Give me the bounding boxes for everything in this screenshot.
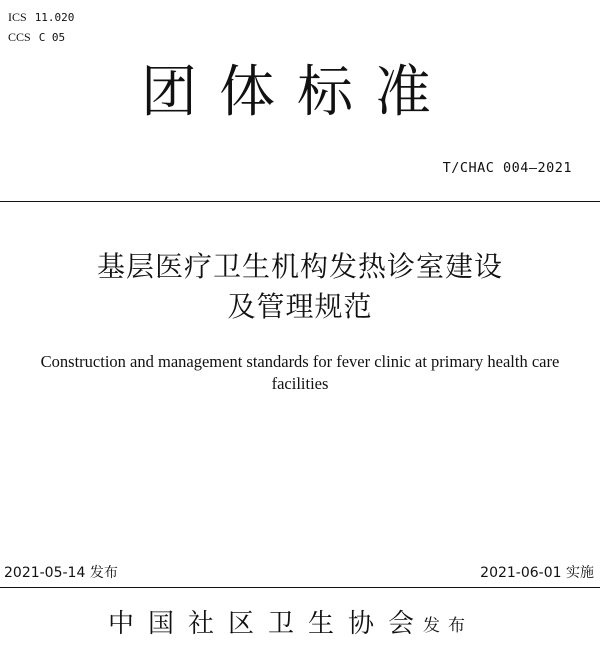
title-zh-line-1: 基层医疗卫生机构发热诊室建设 bbox=[96, 250, 503, 283]
title-en-line-1: Construction and management standards for fever clinic at primary health care bbox=[40, 352, 560, 371]
title-en-line-2: facilities bbox=[271, 374, 329, 393]
header-divider bbox=[0, 201, 600, 202]
ccs-code: C 05 bbox=[38, 31, 66, 44]
standard-number: T/CHAC 004—2021 bbox=[442, 160, 572, 176]
publish-date-line bbox=[4, 563, 118, 583]
publish-date: 2021-05-14 bbox=[4, 565, 86, 581]
implement-date: 2021-06-01 bbox=[480, 565, 562, 581]
issuer-name: 中国社区卫生协会 bbox=[108, 609, 429, 639]
ics-label: ICS bbox=[8, 10, 27, 24]
ics-line bbox=[8, 10, 74, 25]
issuer-action: 发布 bbox=[423, 616, 473, 636]
ccs-line bbox=[8, 30, 65, 45]
ics-code: 11.020 bbox=[34, 11, 75, 24]
implement-label: 实施 bbox=[566, 565, 594, 581]
document-type-title: 团体标准 bbox=[141, 60, 453, 125]
footer-divider bbox=[0, 587, 600, 588]
title-zh-line-2: 及管理规范 bbox=[227, 290, 373, 323]
ccs-label: CCS bbox=[8, 30, 31, 44]
implement-date-line bbox=[480, 563, 594, 583]
publish-label: 发布 bbox=[89, 565, 118, 581]
